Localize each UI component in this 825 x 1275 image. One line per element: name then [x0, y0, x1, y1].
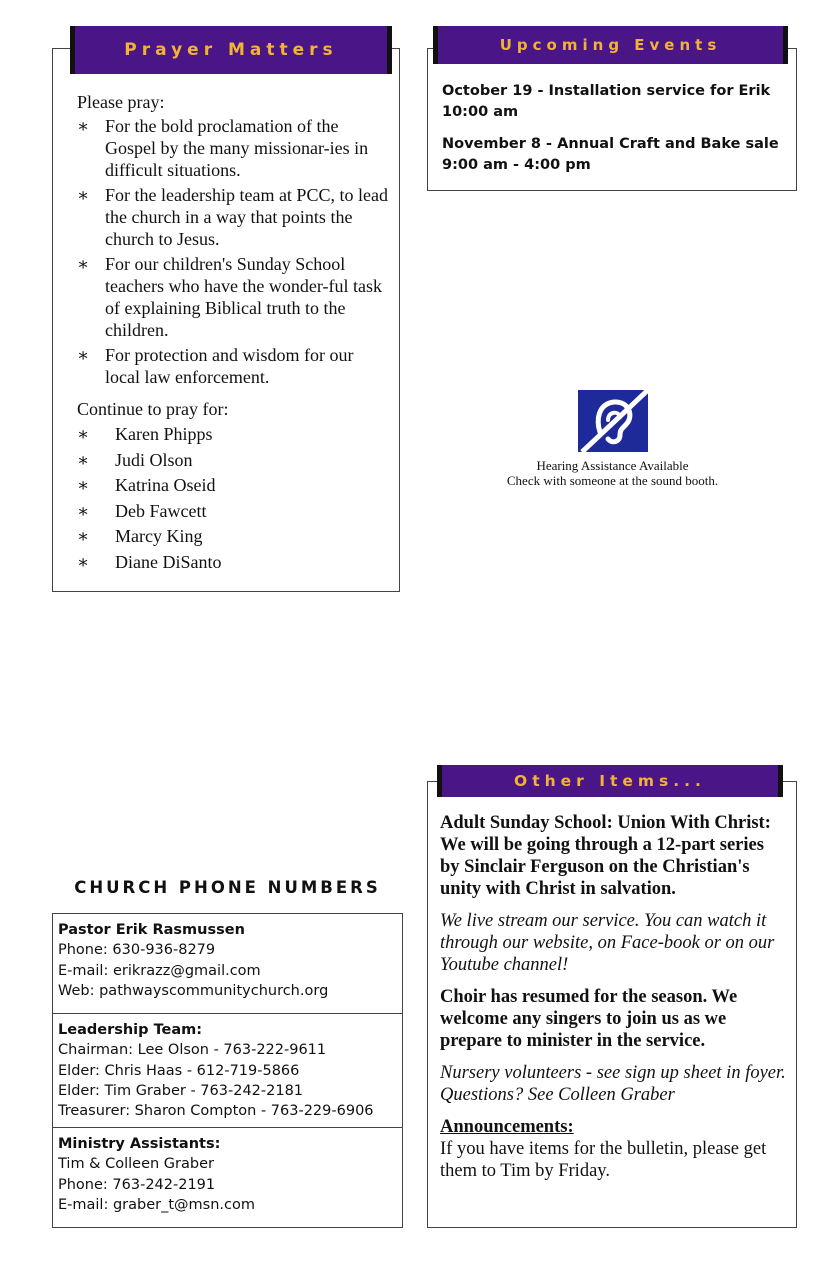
upcoming-events-box — [427, 48, 797, 191]
name-item — [77, 500, 389, 526]
announcements-text: If you have items for the bulletin, please get them to Tim by Friday. — [440, 1139, 767, 1181]
nursery-text: Nursery volunteers - see sign up sheet in foyer. Questions? See Colleen Graber — [440, 1063, 786, 1105]
name-item — [77, 449, 389, 475]
name-text: Judi Olson — [115, 449, 193, 470]
leadership-section — [53, 1014, 402, 1128]
asterisk-bullet-icon: ∗ — [77, 500, 90, 521]
leadership-head: Leadership Team: — [58, 1022, 203, 1038]
name-item — [77, 551, 389, 577]
event-title: October 19 - Installation service for Erik — [442, 83, 771, 99]
phone-numbers-box — [52, 913, 403, 1228]
asterisk-bullet-icon: ∗ — [77, 254, 90, 274]
prayer-item — [77, 115, 389, 181]
banner-edge — [783, 26, 788, 64]
other-items-title: Other Items... — [514, 772, 706, 790]
asterisk-bullet-icon: ∗ — [77, 551, 90, 572]
upcoming-events-title: Upcoming Events — [499, 36, 722, 54]
asterisk-bullet-icon: ∗ — [77, 449, 90, 470]
asterisk-bullet-icon: ∗ — [77, 424, 90, 444]
livestream-text: We live stream our service. You can watch it through our website, on Face-book or on our Youtube channel! — [440, 911, 775, 975]
banner-edge — [437, 765, 442, 797]
ministry-head: Ministry Assistants: — [58, 1136, 221, 1152]
ministry-section — [53, 1128, 402, 1221]
prayer-item — [77, 184, 389, 250]
announcements-heading: Announcements: — [440, 1117, 574, 1137]
hearing-assistance-icon — [578, 390, 648, 452]
sunday-school-text: Adult Sunday School: Union With Christ: We will be going through a 12-part series by Sinclair Ferguson on the Christian's unity with Christ in salvation. — [440, 813, 771, 899]
event-time: 10:00 am — [442, 104, 519, 120]
events-content — [442, 81, 787, 187]
ministry-names: Tim & Colleen Graber — [58, 1156, 214, 1173]
asterisk-bullet-icon: ∗ — [77, 345, 90, 365]
other-items-banner — [437, 765, 783, 797]
hearing-line-1: Hearing Assistance Available — [536, 458, 689, 473]
banner-edge — [778, 765, 783, 797]
event-time: 9:00 am - 4:00 pm — [442, 157, 591, 173]
leadership-line: Elder: Chris Haas - 612-719-5866 — [58, 1062, 300, 1079]
name-text: Marcy King — [115, 526, 203, 546]
name-text: Karen Phipps — [115, 424, 213, 444]
upcoming-events-banner — [433, 26, 788, 64]
banner-edge — [387, 26, 392, 74]
asterisk-bullet-icon: ∗ — [77, 475, 90, 495]
name-text: Katrina Oseid — [115, 475, 216, 495]
event-title: November 8 - Annual Craft and Bake sale — [442, 136, 779, 152]
hearing-assistance-notice — [480, 390, 745, 488]
hearing-line-2: Check with someone at the sound booth. — [506, 473, 719, 488]
leadership-line: Chairman: Lee Olson - 763-222-9611 — [58, 1042, 327, 1059]
continue-intro: Continue to pray for: — [77, 399, 229, 419]
prayer-matters-banner — [70, 26, 392, 74]
event-item — [442, 134, 787, 176]
other-items-box — [427, 781, 797, 1228]
prayer-item-text: For the bold proclamation of the Gospel by the many missionar-ies in difficult situations. — [105, 116, 369, 180]
prayer-matters-title: Prayer Matters — [124, 40, 338, 60]
prayer-intro: Please pray: — [77, 92, 165, 112]
phone-numbers-title: CHURCH PHONE NUMBERS — [74, 878, 381, 897]
name-item — [77, 474, 389, 500]
pastor-name: Pastor Erik Rasmussen — [58, 922, 245, 938]
prayer-item-text: For the leadership team at PCC, to lead the church in a way that points the church to Jesus. — [105, 185, 388, 249]
name-text: Deb Fawcett — [115, 500, 207, 521]
asterisk-bullet-icon: ∗ — [77, 116, 90, 136]
prayer-content — [77, 91, 389, 576]
name-item — [77, 525, 389, 551]
event-item — [442, 81, 787, 123]
choir-text: Choir has resumed for the season. We welcome any singers to join us as we prepare to minister in the service. — [440, 987, 738, 1051]
ministry-email: E-mail: graber_t@msn.com — [58, 1196, 255, 1213]
banner-edge — [433, 26, 438, 64]
asterisk-bullet-icon: ∗ — [77, 526, 90, 546]
leadership-line: Treasurer: Sharon Compton - 763-229-6906 — [58, 1103, 374, 1120]
prayer-item — [77, 344, 389, 388]
asterisk-bullet-icon: ∗ — [77, 185, 90, 205]
other-items-content — [440, 812, 788, 1182]
pastor-email: E-mail: erikrazz@gmail.com — [58, 962, 261, 979]
prayer-item-text: For our children's Sunday School teachers who have the wonder-ful task of explaining Biblical truth to the children. — [105, 254, 383, 340]
pastor-web: Web: pathwayscommunitychurch.org — [58, 982, 329, 999]
leadership-line: Elder: Tim Graber - 763-242-2181 — [58, 1082, 304, 1099]
name-item — [77, 423, 389, 449]
pastor-phone: Phone: 630-936-8279 — [58, 942, 216, 959]
ministry-phone: Phone: 763-242-2191 — [58, 1176, 216, 1193]
name-text: Diane DiSanto — [115, 551, 222, 572]
prayer-item — [77, 253, 389, 341]
prayer-matters-box — [52, 48, 400, 592]
pastor-section — [53, 914, 402, 1014]
prayer-item-text: For protection and wisdom for our local law enforcement. — [105, 345, 354, 387]
banner-edge — [70, 26, 75, 74]
